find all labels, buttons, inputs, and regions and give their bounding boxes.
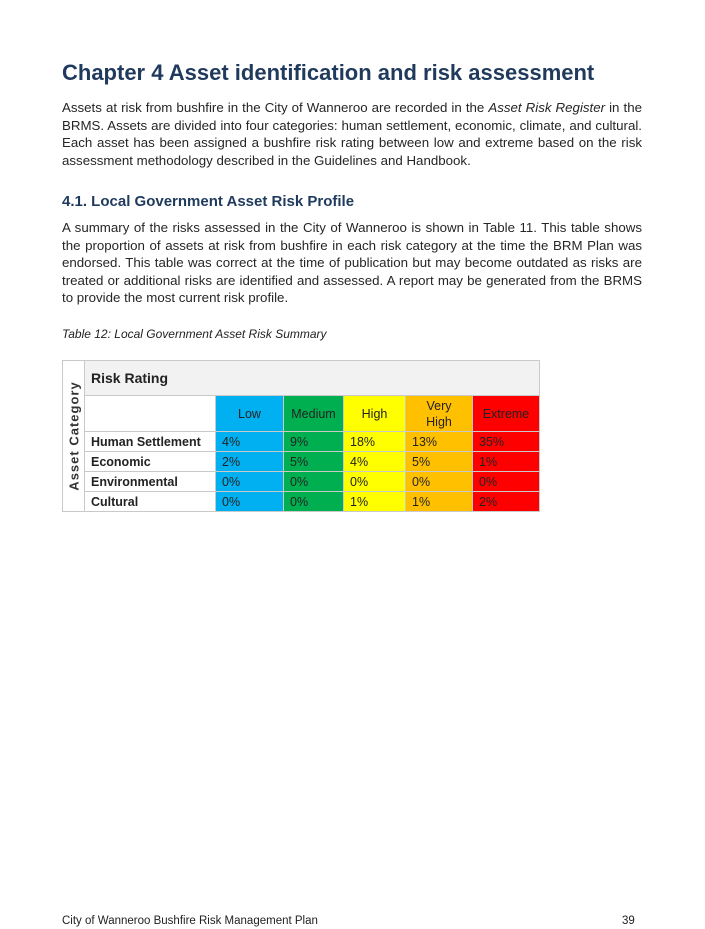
cell-value: 9% — [284, 432, 344, 452]
cell-value: 0% — [284, 492, 344, 512]
cell-value: 1% — [406, 492, 473, 512]
cell-value: 13% — [406, 432, 473, 452]
cell-value: 0% — [344, 472, 406, 492]
intro-paragraph — [62, 99, 642, 169]
cell-value: 1% — [344, 492, 406, 512]
header-row — [63, 396, 540, 432]
cell-value: 5% — [284, 452, 344, 472]
row-label: Human Settlement — [85, 432, 216, 452]
footer-title: City of Wanneroo Bushfire Risk Management Plan — [62, 915, 318, 927]
header-high: High — [344, 396, 406, 432]
header-blank-cell — [85, 396, 216, 432]
table-row — [63, 472, 540, 492]
asset-category-label: Asset Category — [63, 361, 85, 512]
cell-value: 5% — [406, 452, 473, 472]
intro-text-start: Assets at risk from bushfire in the City of Wanneroo are recorded in the — [62, 100, 489, 115]
cell-value: 0% — [216, 472, 284, 492]
cell-value: 4% — [344, 452, 406, 472]
cell-value: 0% — [473, 472, 540, 492]
row-label: Cultural — [85, 492, 216, 512]
intro-text-end: in the BRMS. Assets are divided into four categories: human settlement, economic, climate, and cultural. Each asset has been assigned a bushfire risk rating between low and extreme based on the risk assessment methodology described in the Guidelines and Handbook. — [62, 100, 642, 168]
cell-value: 4% — [216, 432, 284, 452]
header-medium: Medium — [284, 396, 344, 432]
chapter-title: Chapter 4 Asset identification and risk assessment — [62, 60, 595, 85]
header-low: Low — [216, 396, 284, 432]
header-very-high: Very High — [406, 396, 473, 432]
cell-value: 35% — [473, 432, 540, 452]
table-row — [63, 492, 540, 512]
risk-rating-label: Risk Rating — [85, 361, 540, 396]
asset-risk-table — [62, 360, 540, 512]
cell-value: 2% — [216, 452, 284, 472]
cell-value: 18% — [344, 432, 406, 452]
table-caption: Table 12: Local Government Asset Risk Summary — [62, 327, 327, 341]
header-extreme: Extreme — [473, 396, 540, 432]
asset-risk-register-text: Asset Risk Register — [488, 100, 606, 115]
section-heading: 4.1. Local Government Asset Risk Profile — [62, 193, 355, 210]
row-label: Economic — [85, 452, 216, 472]
cell-value: 1% — [473, 452, 540, 472]
table-row — [63, 432, 540, 452]
page-number: 39 — [622, 915, 635, 927]
cell-value: 0% — [406, 472, 473, 492]
table-row — [63, 452, 540, 472]
cell-value: 0% — [284, 472, 344, 492]
cell-value: 0% — [216, 492, 284, 512]
cell-value: 2% — [473, 492, 540, 512]
row-label: Environmental — [85, 472, 216, 492]
section-paragraph: A summary of the risks assessed in the City of Wanneroo is shown in Table 11. This table shows the proportion of assets at risk from bushfire in each risk category at the time the BRM Plan was endorsed. This table was correct at the time of publication but may become outdated as risks are treated or additional risks are identified and assessed. A report may be generated from the BRMS to provide the most current risk profile. — [62, 220, 642, 305]
